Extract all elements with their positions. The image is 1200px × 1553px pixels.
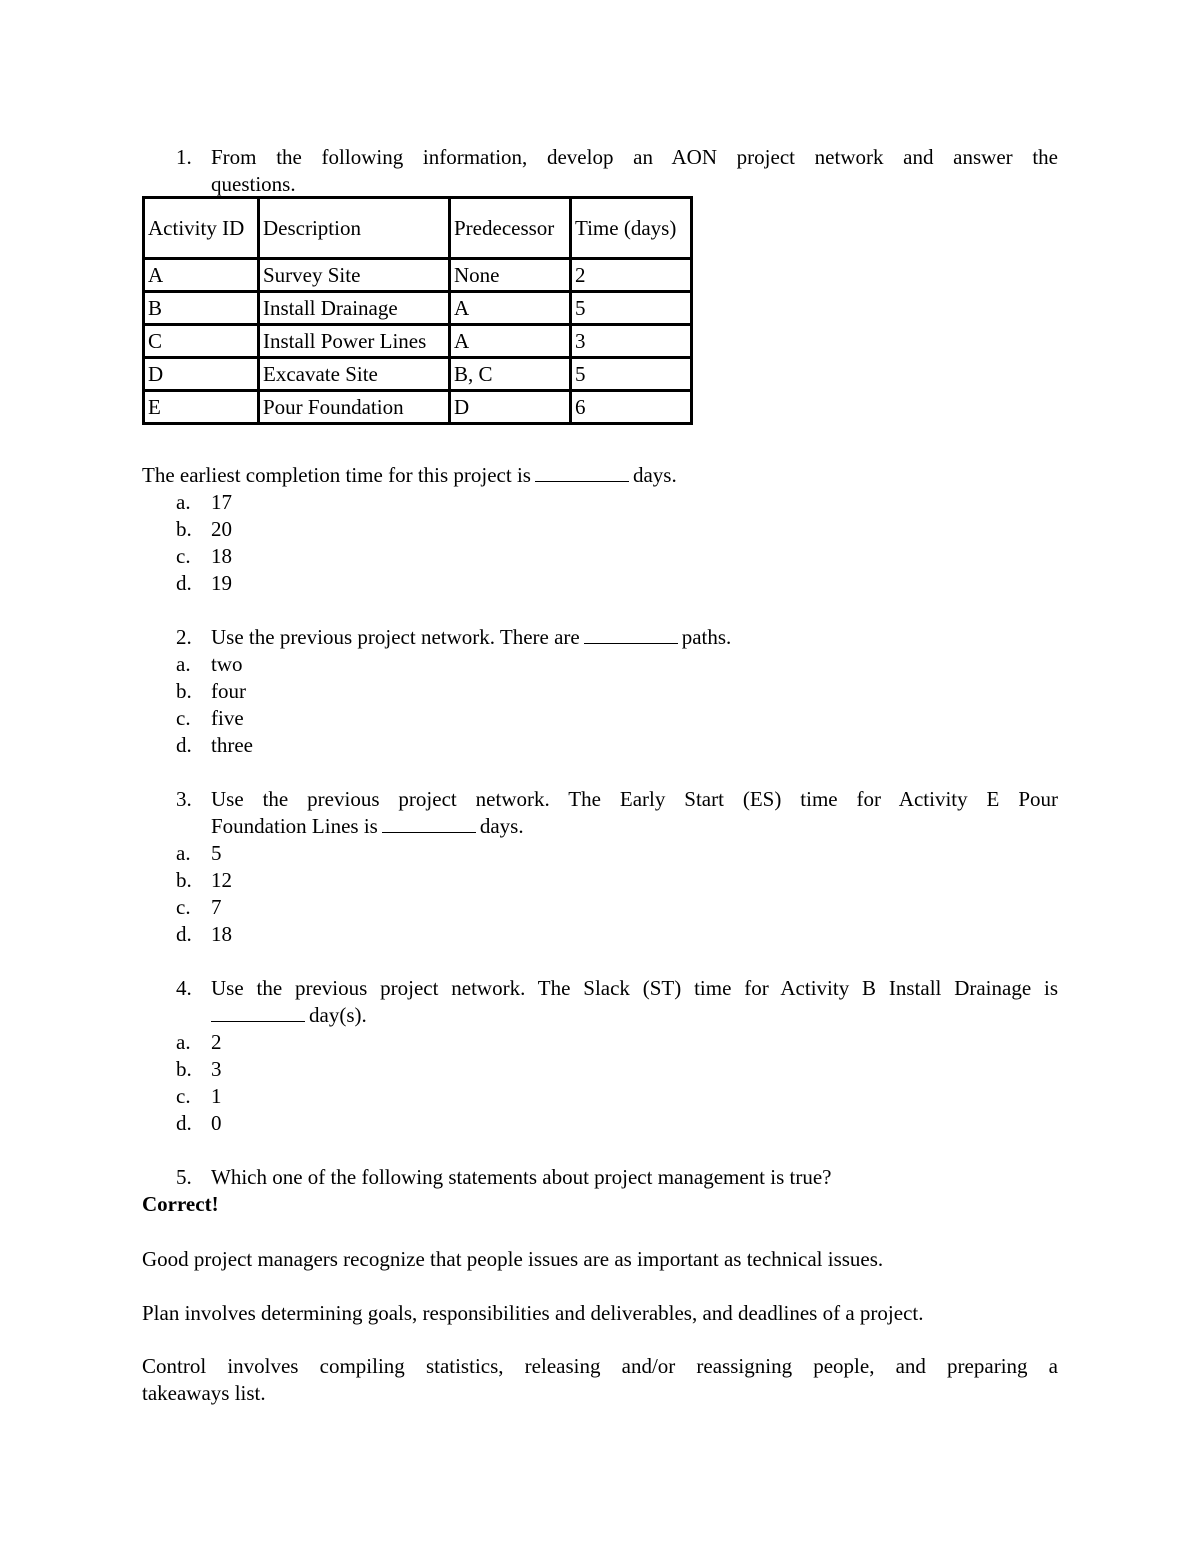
cell-id: E — [144, 391, 259, 424]
option-letter: b. — [176, 1057, 192, 1081]
table-row — [144, 358, 692, 391]
q5-number: 5. — [176, 1165, 192, 1189]
q1-prompt-before: The earliest completion time for this project is — [142, 463, 531, 487]
option-text: 18 — [211, 922, 232, 946]
cell-time: 6 — [571, 391, 692, 424]
option-text: 0 — [211, 1111, 222, 1135]
q4-text-line2-after: day(s). — [309, 1003, 367, 1027]
statement-2: Plan involves determining goals, responsibilities and deliverables, and deadlines of a project. — [142, 1301, 924, 1325]
option-text: 7 — [211, 895, 222, 919]
cell-description: Install Drainage — [259, 292, 450, 325]
option-letter: b. — [176, 517, 192, 541]
q4-text-line1: Use the previous project network. The Slack (ST) time for Activity B Install Drainage is — [211, 976, 1058, 1000]
cell-id: C — [144, 325, 259, 358]
q2-text-before: Use the previous project network. There are — [211, 625, 580, 649]
option-text: 20 — [211, 517, 232, 541]
cell-predecessor: A — [450, 325, 571, 358]
q1-text-line2: questions. — [211, 172, 296, 196]
cell-predecessor: None — [450, 259, 571, 292]
cell-time: 5 — [571, 358, 692, 391]
cell-description: Excavate Site — [259, 358, 450, 391]
option-text: three — [211, 733, 253, 757]
answer-blank — [211, 1003, 305, 1022]
q3-text-line2-before: Foundation Lines is — [211, 814, 378, 838]
q1-number: 1. — [176, 145, 192, 169]
answer-blank — [584, 625, 678, 644]
table-row — [144, 292, 692, 325]
option-letter: d. — [176, 733, 192, 757]
statement-3-line1: Control involves compiling statistics, releasing and/or reassigning people, and preparing a — [142, 1354, 1058, 1378]
option-text: 17 — [211, 490, 232, 514]
option-letter: a. — [176, 652, 191, 676]
q3-number: 3. — [176, 787, 192, 811]
q3-text-line2-after: days. — [479, 814, 524, 838]
cell-id: A — [144, 259, 259, 292]
table-row — [144, 259, 692, 292]
cell-time: 2 — [571, 259, 692, 292]
cell-description: Pour Foundation — [259, 391, 450, 424]
cell-id: B — [144, 292, 259, 325]
cell-time: 5 — [571, 292, 692, 325]
option-letter: d. — [176, 922, 192, 946]
cell-time: 3 — [571, 325, 692, 358]
q3-text-line2 — [211, 813, 524, 839]
header-predecessor: Predecessor — [450, 198, 571, 259]
q2-text-after: paths. — [681, 625, 732, 649]
cell-description: Install Power Lines — [259, 325, 450, 358]
cell-predecessor: A — [450, 292, 571, 325]
option-letter: b. — [176, 868, 192, 892]
q1-prompt-after: days. — [632, 463, 677, 487]
cell-predecessor: D — [450, 391, 571, 424]
header-description: Description — [259, 198, 450, 259]
correct-label: Correct! — [142, 1192, 219, 1216]
q1-text-line1: From the following information, develop an AON project network and answer the — [211, 145, 1058, 169]
statement-1: Good project managers recognize that people issues are as important as technical issues. — [142, 1247, 884, 1271]
option-text: 18 — [211, 544, 232, 568]
option-letter: c. — [176, 1084, 191, 1108]
option-letter: a. — [176, 841, 191, 865]
option-letter: a. — [176, 490, 191, 514]
table-row — [144, 325, 692, 358]
q3-text-line1: Use the previous project network. The Early Start (ES) time for Activity E Pour — [211, 787, 1058, 811]
q2-number: 2. — [176, 625, 192, 649]
table-header-row — [144, 198, 692, 259]
answer-blank — [382, 814, 476, 833]
q2-text — [211, 624, 731, 650]
option-letter: a. — [176, 1030, 191, 1054]
option-text: 3 — [211, 1057, 222, 1081]
option-text: 5 — [211, 841, 222, 865]
option-text: five — [211, 706, 244, 730]
option-text: 12 — [211, 868, 232, 892]
option-text: two — [211, 652, 243, 676]
q1-prompt — [142, 462, 677, 488]
q4-number: 4. — [176, 976, 192, 1000]
q5-text: Which one of the following statements about project management is true? — [211, 1165, 832, 1189]
option-letter: b. — [176, 679, 192, 703]
option-letter: d. — [176, 1111, 192, 1135]
statement-3-line2: takeaways list. — [142, 1381, 266, 1405]
option-text: four — [211, 679, 246, 703]
answer-blank — [535, 463, 629, 482]
option-letter: c. — [176, 544, 191, 568]
option-text: 1 — [211, 1084, 222, 1108]
option-letter: c. — [176, 706, 191, 730]
header-time: Time (days) — [571, 198, 692, 259]
option-text: 2 — [211, 1030, 222, 1054]
cell-predecessor: B, C — [450, 358, 571, 391]
header-activity-id: Activity ID — [144, 198, 259, 259]
option-letter: d. — [176, 571, 192, 595]
cell-id: D — [144, 358, 259, 391]
table-row — [144, 391, 692, 424]
cell-description: Survey Site — [259, 259, 450, 292]
option-text: 19 — [211, 571, 232, 595]
option-letter: c. — [176, 895, 191, 919]
activity-table — [142, 196, 693, 425]
q4-text-line2 — [211, 1002, 367, 1028]
